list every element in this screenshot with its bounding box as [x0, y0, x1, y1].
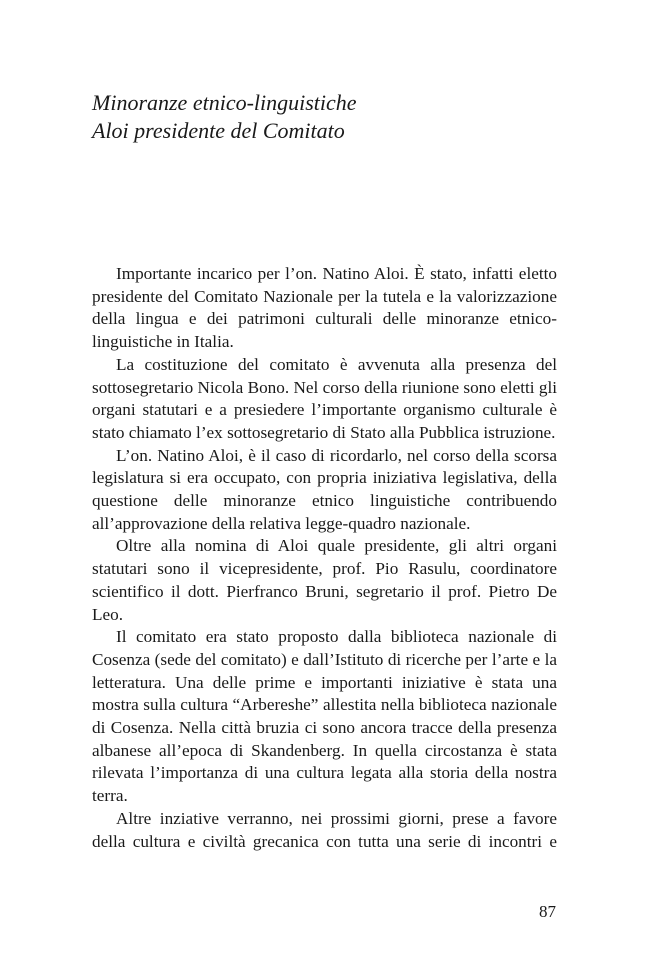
chapter-title — [92, 89, 562, 145]
page-number: 87 — [539, 902, 556, 921]
paragraph-1: Importante incarico per l’on. Natino Aloi. È stato, infatti eletto presidente del Comitato Nazionale per la tutela e la valorizzazione della lingua e dei patrimoni culturali delle minoranze etnico-linguistiche in Italia. — [92, 264, 557, 352]
title-line-1: Minoranze etnico-linguistiche — [92, 90, 357, 115]
title-line-2: Aloi presidente del Comitato — [92, 118, 345, 143]
body-text — [92, 263, 557, 853]
paragraph-5: Il comitato era stato proposto dalla biblioteca nazionale di Cosenza (sede del comitato) e dall’Istituto di ricerche per l’arte e la letteratura. Una delle prime e importanti iniziative è stata una mostra sulla cultura “Arbereshe” allestita nella biblioteca nazionale di Cosenza. Nella città bruzia ci sono ancora tracce della presenza albanese all’epoca di Skandenberg. In quella circostanza è stata rilevata l’importanza di una cultura legata alla storia della nostra terra. — [92, 627, 557, 806]
paragraph-3: L’on. Natino Aloi, è il caso di ricordarlo, nel corso della scorsa legislatura si era occupato, con propria iniziativa legislativa, della questione delle minoranze etnico linguistiche contribuendo all’approvazione della relativa legge-quadro nazionale. — [92, 445, 557, 533]
paragraph-6: Altre inziative verranno, nei prossimi giorni, prese a favore della cultura e civiltà grecanica con tutta una serie di incontri e — [92, 808, 557, 851]
paragraph-2: La costituzione del comitato è avvenuta alla presenza del sottosegretario Nicola Bono. Nel corso della riunione sono eletti gli organi statutari e a presiedere l’importante organismo culturale è stato chiamato l’ex sottosegretario di Stato alla Pubblica istruzione. — [92, 354, 557, 442]
paragraph-4: Oltre alla nomina di Aloi quale presidente, gli altri organi statutari sono il vicepresidente, prof. Pio Rasulu, coordinatore scientifico il dott. Pierfranco Bruni, segretario il prof. Pietro De Leo. — [92, 536, 557, 624]
